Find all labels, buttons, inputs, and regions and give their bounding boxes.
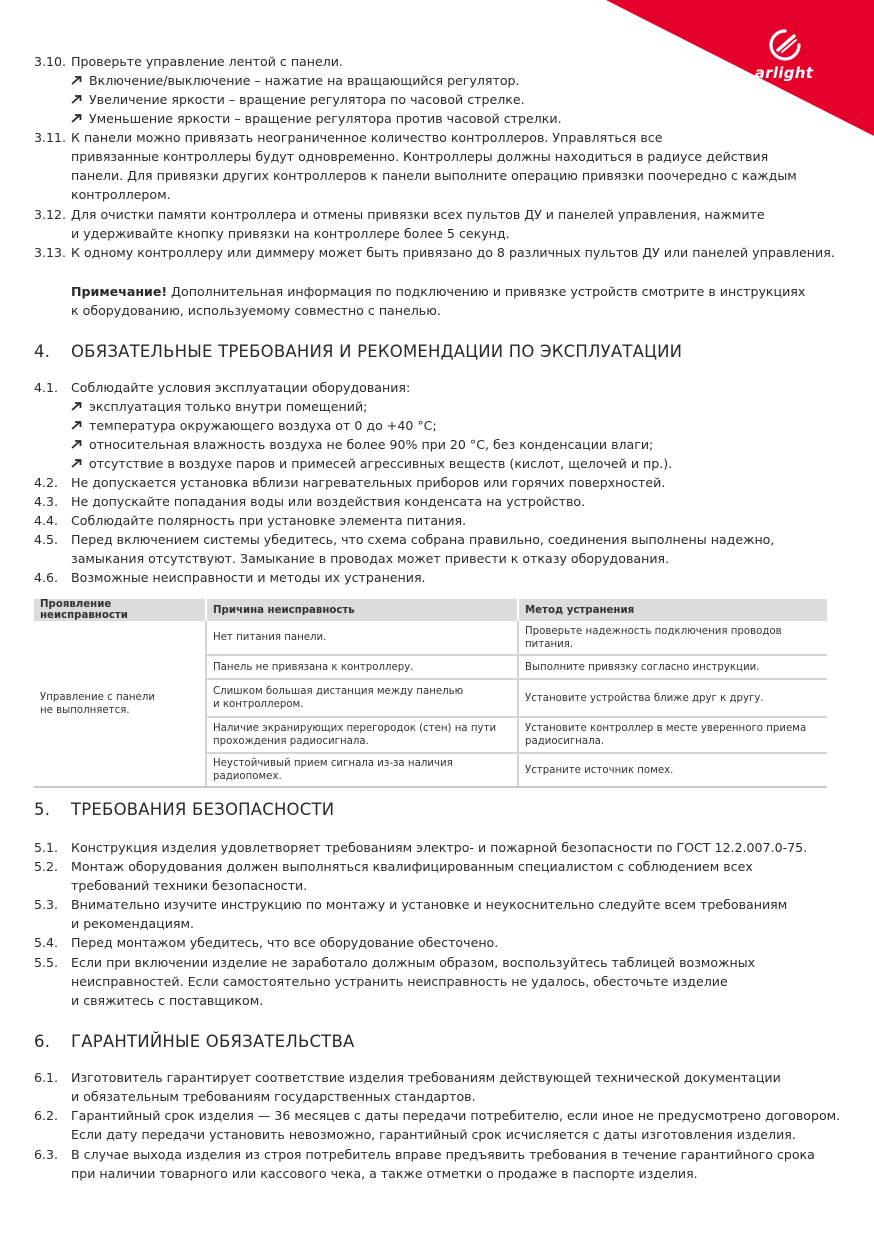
item-text: В случае выхода изделия из строя потребитель вправе предъявить требования в течение гарантийного срока — [71, 1147, 815, 1162]
section-title: ГАРАНТИЙНЫЕ ОБЯЗАТЕЛЬСТВА — [71, 1032, 355, 1051]
bullet-text: эксплуатация только внутри помещений; — [89, 399, 368, 414]
item-number: 5.1. — [34, 840, 59, 855]
note-line-2 — [71, 301, 441, 320]
note-label: Примечание! — [71, 284, 168, 299]
column-header: Проявление неисправности — [34, 599, 206, 621]
section-title: ОБЯЗАТЕЛЬНЫЕ ТРЕБОВАНИЯ И РЕКОМЕНДАЦИИ ПО ЭКСПЛУАТАЦИИ — [71, 342, 683, 361]
item-number: 6.2. — [34, 1108, 59, 1123]
item-text: при наличии товарного или кассового чека, а также отметки о продаже в паспорте изделия. — [71, 1166, 698, 1181]
item-text: Проверьте управление лентой с панели. — [71, 54, 343, 69]
column-header: Причина неисправность — [206, 599, 518, 621]
symptom-cell: Управление с панели не выполняется. — [34, 621, 206, 787]
bullet-text: Уменьшение яркости – вращение регулятора против часовой стрелки. — [89, 111, 562, 126]
fix-cell: Устраните источник помех. — [518, 753, 827, 787]
cause-cell: Панель не привязана к контроллеру. — [206, 655, 518, 679]
item-number: 6.1. — [34, 1070, 59, 1085]
item-text: Конструкция изделия удовлетворяет требованиям электро- и пожарной безопасности по ГОСТ 12.2.007.0-75. — [71, 840, 808, 855]
fix-cell: Выполните привязку согласно инструкции. — [518, 655, 827, 679]
item-number: 3.13. — [34, 245, 67, 260]
item-number: 4.2. — [34, 475, 59, 490]
item-text: Внимательно изучите инструкцию по монтажу и установке и неукоснительно следуйте всем требованиям — [71, 897, 788, 912]
item-text: Перед монтажом убедитесь, что все оборудование обесточено. — [71, 935, 499, 950]
item-number: 3.11. — [34, 130, 67, 145]
section-title: ТРЕБОВАНИЯ БЕЗОПАСНОСТИ — [71, 800, 335, 819]
item-number: 4.3. — [34, 494, 59, 509]
note-text: к оборудованию, используемому совместно с панелью. — [71, 303, 441, 318]
item-text: Соблюдайте условия эксплуатации оборудования: — [71, 380, 411, 395]
section-number: 4. — [34, 342, 51, 361]
item-text: и обязательным требованиям государственных стандартов. — [71, 1089, 476, 1104]
item-text: неисправностей. Если самостоятельно устранить неисправность не удалось, обесточьте изделие — [71, 974, 728, 989]
item-text: Монтаж оборудования должен выполняться квалифицированным специалистом с соблюдением всех — [71, 859, 753, 874]
arrow-bullet-icon — [71, 435, 85, 449]
fix-cell: Установите контроллер в месте уверенного приема радиосигнала. — [518, 717, 827, 753]
logo-swirl-icon — [768, 28, 802, 62]
item-text: требований техники безопасности. — [71, 878, 308, 893]
section-number: 6. — [34, 1032, 51, 1051]
item-text: и удерживайте кнопку привязки на контроллере более 5 секунд. — [71, 226, 510, 241]
item-text: Перед включением системы убедитесь, что схема собрана правильно, соединения выполнены надежно, — [71, 532, 775, 547]
bullet-text: Увеличение яркости – вращение регулятора по часовой стрелке. — [89, 92, 525, 107]
item-number: 3.12. — [34, 207, 67, 222]
item-text: замыкания отсутствуют. Замыкание в проводах может привести к отказу оборудования. — [71, 551, 670, 566]
troubleshooting-table — [34, 599, 827, 788]
cause-cell: Неустойчивый прием сигнала из-за наличия радиопомех. — [206, 753, 518, 787]
table-row — [34, 621, 827, 655]
item-text: и свяжитесь с поставщиком. — [71, 993, 264, 1008]
item-number: 5.3. — [34, 897, 59, 912]
column-header: Метод устранения — [518, 599, 827, 621]
item-text: Не допускается установка вблизи нагревательных приборов или горячих поверхностей. — [71, 475, 666, 490]
note — [71, 282, 805, 301]
bullet-text: относительная влажность воздуха не более 90% при 20 °C, без конденсации влаги; — [89, 437, 654, 452]
item-number: 6.3. — [34, 1147, 59, 1162]
bullet-text: Включение/выключение – нажатие на вращающийся регулятор. — [89, 73, 520, 88]
arrow-bullet-icon — [71, 90, 85, 104]
section-number: 5. — [34, 800, 51, 819]
item-text: привязанные контроллеры будут одновременно. Контроллеры должны находиться в радиусе действия — [71, 149, 769, 164]
item-text: Не допускайте попадания воды или воздействия конденсата на устройство. — [71, 494, 586, 509]
logo-text: arlight — [754, 64, 814, 82]
table-header-row — [34, 599, 827, 621]
item-text: Изготовитель гарантирует соответствие изделия требованиям действующей технической документации — [71, 1070, 781, 1085]
item-number: 4.1. — [34, 380, 59, 395]
fix-cell: Проверьте надежность подключения проводов питания. — [518, 621, 827, 655]
arrow-bullet-icon — [71, 397, 85, 411]
item-number: 4.6. — [34, 570, 59, 585]
item-number: 4.5. — [34, 532, 59, 547]
cause-cell: Нет питания панели. — [206, 621, 518, 655]
item-number: 5.4. — [34, 935, 59, 950]
arlight-logo — [738, 28, 830, 86]
arrow-bullet-icon — [71, 71, 85, 85]
item-number: 4.4. — [34, 513, 59, 528]
item-number: 5.5. — [34, 955, 59, 970]
item-number: 3.10. — [34, 54, 67, 69]
fix-cell: Установите устройства ближе друг к другу. — [518, 679, 827, 717]
arrow-bullet-icon — [71, 109, 85, 123]
item-text: Гарантийный срок изделия — 36 месяцев с даты передачи потребителю, если иное не предусмотрено договором. — [71, 1108, 841, 1123]
arrow-bullet-icon — [71, 416, 85, 430]
cause-cell: Наличие экранирующих перегородок (стен) на пути прохождения радиосигнала. — [206, 717, 518, 753]
item-text: К одному контроллеру или диммеру может быть привязано до 8 различных пультов ДУ или панелей управления. — [71, 245, 835, 260]
cause-cell: Слишком большая дистанция между панелью и контроллером. — [206, 679, 518, 717]
item-text: Возможные неисправности и методы их устранения. — [71, 570, 426, 585]
arrow-bullet-icon — [71, 454, 85, 468]
item-text: панели. Для привязки других контроллеров к панели выполните операцию привязки поочередно с каждым — [71, 168, 797, 183]
item-number: 5.2. — [34, 859, 59, 874]
note-text: Дополнительная информация по подключению и привязке устройств смотрите в инструкциях — [167, 284, 806, 299]
item-text: Для очистки памяти контроллера и отмены привязки всех пультов ДУ и панелей управления, нажмите — [71, 207, 765, 222]
item-text: К панели можно привязать неограниченное количество контроллеров. Управляться все — [71, 130, 663, 145]
brand-corner — [606, 0, 874, 136]
item-text: Если дату передачи установить невозможно, гарантийный срок исчисляется с даты изготовления изделия. — [71, 1127, 796, 1142]
bullet-text: отсутствие в воздухе паров и примесей агрессивных веществ (кислот, щелочей и пр.). — [89, 456, 673, 471]
item-text: и рекомендациям. — [71, 916, 194, 931]
item-text: Соблюдайте полярность при установке элемента питания. — [71, 513, 467, 528]
item-text: Если при включении изделие не заработало должным образом, воспользуйтесь таблицей возможных — [71, 955, 756, 970]
bullet-text: температура окружающего воздуха от 0 до +40 °C; — [89, 418, 437, 433]
item-text: контроллером. — [71, 187, 171, 202]
